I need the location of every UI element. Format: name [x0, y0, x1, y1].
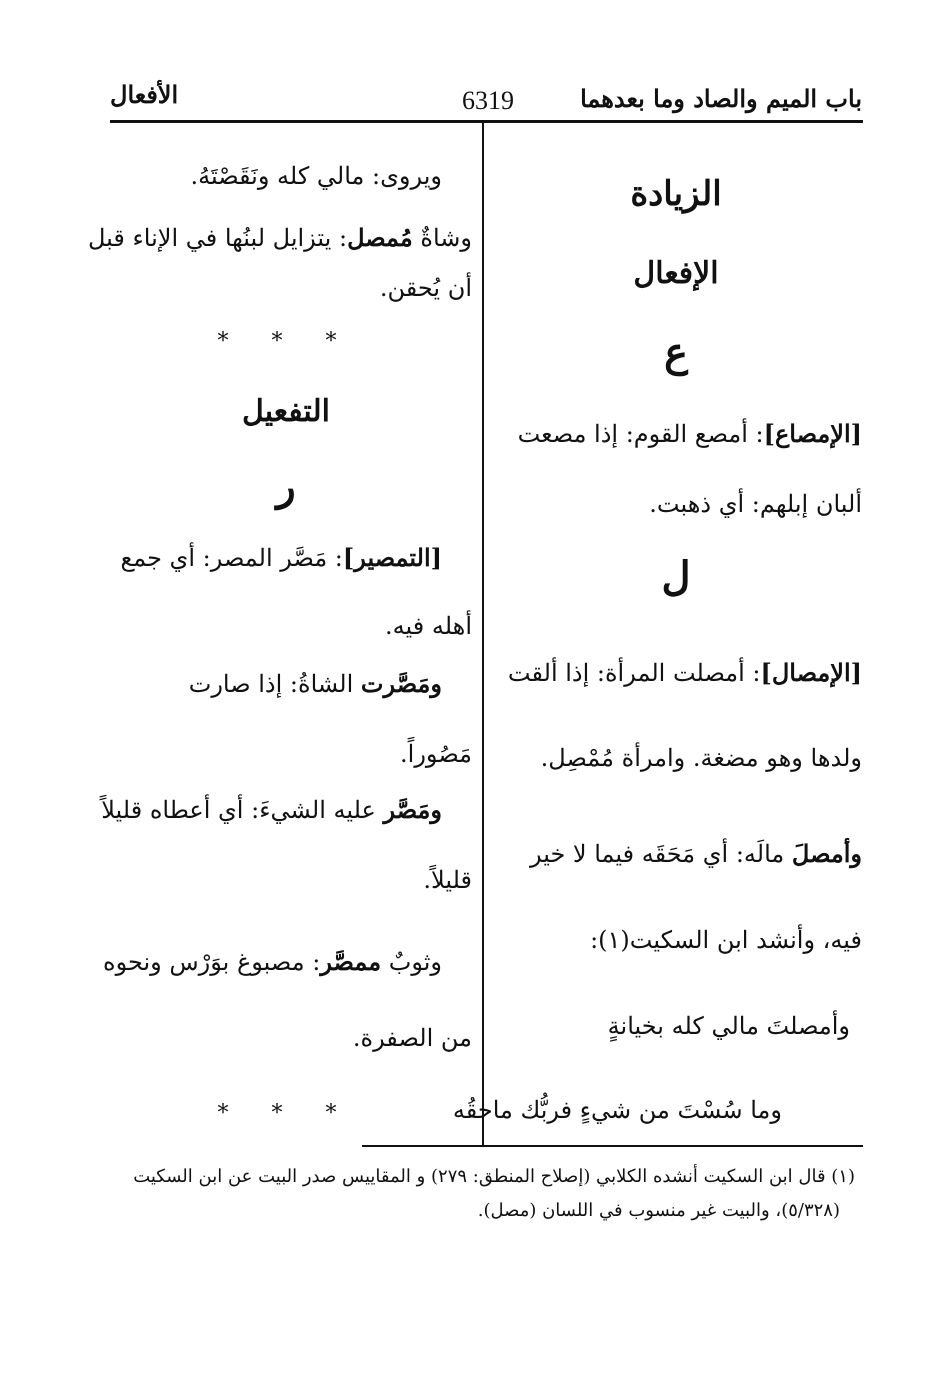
section-divider-stars: * * *: [217, 329, 355, 354]
page-number: 6319: [462, 86, 514, 115]
entry-headword: ممصَّر: [320, 947, 382, 976]
column-divider: [482, 123, 484, 1145]
entry-text: : مصبوغ بوَرْس ونحوه: [103, 948, 321, 976]
entry-headword: [الإمصال]: [760, 658, 862, 687]
running-header-section: باب الميم والصاد وما بعدهما: [580, 84, 862, 113]
entry-line: ألبان إبلهم: أي ذهبت.: [649, 490, 862, 518]
entry-line: فيه، وأنشد ابن السكيت(١):: [590, 926, 862, 954]
entry-line: مَصُوراً.: [400, 740, 472, 768]
entry-headword: ومَصَّرت: [360, 669, 442, 698]
entry-headword: ومَصَّر: [383, 795, 442, 824]
entry-line: من الصفرة.: [352, 1024, 472, 1052]
footnote-rule: [362, 1145, 863, 1147]
entry-line: [490, 657, 862, 689]
running-header-chapter: الأفعال: [110, 80, 179, 109]
entry-text: : يتزايل لبنُها في الإناء قبل: [87, 224, 348, 252]
footnote-line: (١) قال ابن السكيت أنشده الكلابي (إصلاح المنطق: ٢٧٩) و المقاييس صدر البيت عن ابن السكيت: [133, 1166, 855, 1187]
entry-text: الشاةُ: إذا صارت: [188, 670, 361, 698]
entry-line: ويروى: مالي كله ونَقَصْتَهُ.: [190, 162, 442, 190]
entry-text: عليه الشيءَ: أي أعطاه قليلاً: [101, 796, 384, 824]
verse-line: وأمصلتَ مالي كله بخيانةٍ: [607, 1012, 850, 1040]
entry-line: [100, 794, 472, 826]
entry-headword: وأمصلَ: [791, 839, 862, 868]
entry-text: : مَصَّر المصر: أي جمع: [120, 544, 343, 572]
entry-text: مالَه: أي مَحَقَه فيما لا خير: [529, 840, 792, 868]
entry-line: قليلاً.: [423, 866, 472, 894]
entry-headword: [الإمصاع]: [763, 419, 862, 448]
entry-text: : أمصع القوم: إذا مصعت: [517, 420, 764, 448]
entry-headword: مُمصل: [347, 223, 413, 252]
entry-line: [87, 222, 472, 254]
entry-text: : أمصلت المرأة: إذا ألقت: [507, 659, 761, 687]
entry-line: [490, 418, 862, 450]
entry-line: [100, 542, 472, 574]
entry-headword: [التمصير]: [342, 543, 442, 572]
letter-heading: ع: [664, 329, 688, 376]
left-column: [87, 0, 472, 1140]
section-divider-stars: * * *: [217, 1101, 355, 1126]
letter-heading: ر: [276, 463, 296, 510]
heading-sub: الإفعال: [633, 256, 719, 291]
letter-heading: ل: [661, 553, 691, 600]
entry-text: وثوبٌ: [381, 948, 442, 976]
section-heading: التفعيل: [242, 394, 330, 429]
entry-text: وشاةٌ: [412, 224, 472, 252]
entry-line: ولدها وهو مضغة. وامرأة مُمْصِل.: [540, 744, 862, 772]
entry-line: أن يُحقن.: [379, 274, 472, 302]
entry-line: [490, 838, 862, 870]
entry-line: [100, 668, 472, 700]
entry-line: أهله فيه.: [385, 612, 472, 640]
footnote-line: (٥/٣٢٨)، والبيت غير منسوب في اللسان (مصل).: [477, 1200, 840, 1221]
entry-line: [100, 946, 472, 978]
verse-line: وما سُسْتَ من شيءٍ فربُّك ماحقُه: [452, 1096, 782, 1124]
heading-main: الزيادة: [630, 174, 722, 214]
